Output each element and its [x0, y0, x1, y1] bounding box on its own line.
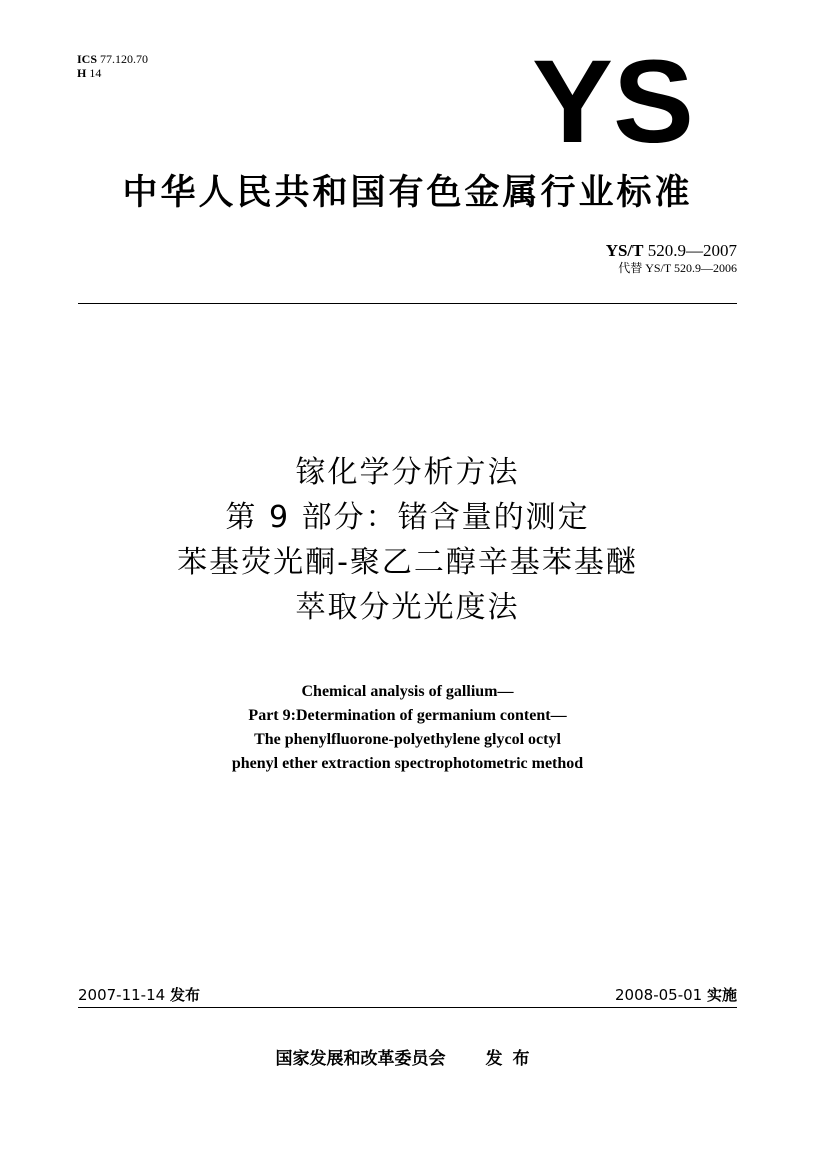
- ccs-code: 14: [89, 66, 102, 80]
- classification-codes: [77, 52, 148, 80]
- ys-logo: [528, 44, 698, 154]
- issuer-action: 发布: [485, 1049, 540, 1069]
- title-en-line: Part 9:Determination of germanium content—: [248, 707, 567, 724]
- ccs-label: H: [77, 66, 87, 80]
- chinese-title: [0, 450, 815, 630]
- english-title: [0, 680, 815, 776]
- effective-date: 2008-05-01: [615, 986, 703, 1004]
- ics-line: [77, 52, 148, 66]
- effective-date-block: [615, 985, 737, 1005]
- issuer-block: [0, 1047, 815, 1071]
- industry-standard-title: 中华人民共和国有色金属行业标准: [122, 173, 693, 213]
- issuer-name: 国家发展和改革委员会: [275, 1049, 446, 1069]
- standard-prefix: YS/T: [605, 241, 644, 260]
- title-en-line: phenyl ether extraction spectrophotometric method: [231, 755, 584, 772]
- issue-label: 发布: [169, 986, 200, 1004]
- title-zh-line: 镓化学分析方法: [295, 455, 520, 490]
- standard-number: [606, 241, 737, 261]
- standard-number-block: [606, 241, 737, 275]
- header-divider: [78, 303, 737, 304]
- title-zh-line: 萃取分光光度法: [295, 590, 520, 625]
- title-zh-line: 苯基荧光酮-聚乙二醇辛基苯基醚: [177, 545, 638, 580]
- title-en-line: Chemical analysis of gallium—: [301, 683, 514, 700]
- title-zh-line: 第 9 部分：锗含量的测定: [225, 500, 590, 535]
- effective-label: 实施: [706, 986, 737, 1004]
- footer-divider: [78, 1007, 737, 1008]
- ics-code: 77.120.70: [100, 52, 149, 66]
- issue-date-block: [78, 985, 200, 1005]
- issue-date: 2007-11-14: [78, 986, 166, 1004]
- standard-code: 520.9—2007: [647, 241, 737, 260]
- title-en-line: The phenylfluorone-polyethylene glycol octyl: [254, 731, 561, 748]
- replaces-standard: 代替 YS/T 520.9—2006: [618, 261, 737, 275]
- ys-logo-text: YS: [532, 44, 694, 154]
- ics-label: ICS: [77, 52, 98, 66]
- ccs-line: [77, 66, 148, 80]
